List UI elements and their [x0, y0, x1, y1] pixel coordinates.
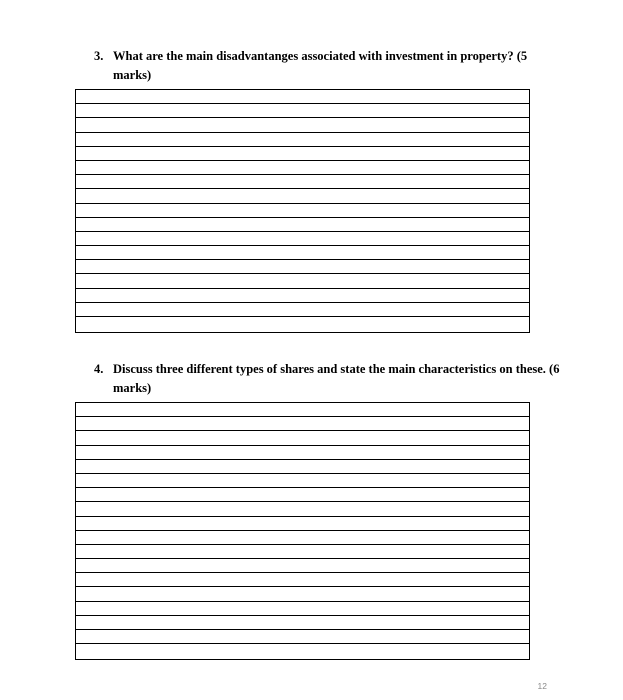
answer-line [76, 274, 529, 288]
question-3-text: What are the main disadvantanges associated with investment in property? (5 marks) [113, 49, 528, 82]
answer-line [76, 502, 529, 516]
answer-line [76, 446, 529, 460]
answer-line [76, 602, 529, 616]
answer-line [76, 587, 529, 601]
answer-line [76, 573, 529, 587]
page-number: 12 [537, 681, 547, 691]
question-4-text: Discuss three different types of shares and state the main characteristics on these. (6 marks) [113, 362, 560, 395]
answer-line [76, 118, 529, 132]
answer-line [76, 488, 529, 502]
answer-line [76, 630, 529, 644]
answer-line [76, 545, 529, 559]
answer-line [76, 403, 529, 417]
answer-line [76, 431, 529, 445]
answer-line [76, 161, 529, 175]
answer-line [76, 90, 529, 104]
answer-line [76, 218, 529, 232]
answer-line [76, 644, 529, 658]
answer-line [76, 616, 529, 630]
answer-line [76, 204, 529, 218]
answer-line [76, 232, 529, 246]
question-3 [94, 47, 564, 85]
answer-line [76, 260, 529, 274]
answer-box-question-3[interactable] [75, 89, 530, 333]
answer-line [76, 303, 529, 317]
question-4 [94, 360, 564, 398]
answer-line [76, 104, 529, 118]
answer-line [76, 460, 529, 474]
answer-line [76, 147, 529, 161]
answer-box-question-4[interactable] [75, 402, 530, 660]
answer-line [76, 175, 529, 189]
answer-line [76, 289, 529, 303]
answer-line [76, 474, 529, 488]
answer-line [76, 189, 529, 203]
answer-line [76, 517, 529, 531]
answer-line [76, 246, 529, 260]
answer-line [76, 417, 529, 431]
answer-line [76, 317, 529, 331]
question-4-number: 4. [94, 362, 104, 376]
answer-line [76, 559, 529, 573]
answer-line [76, 133, 529, 147]
answer-line [76, 531, 529, 545]
question-3-number: 3. [94, 49, 104, 63]
